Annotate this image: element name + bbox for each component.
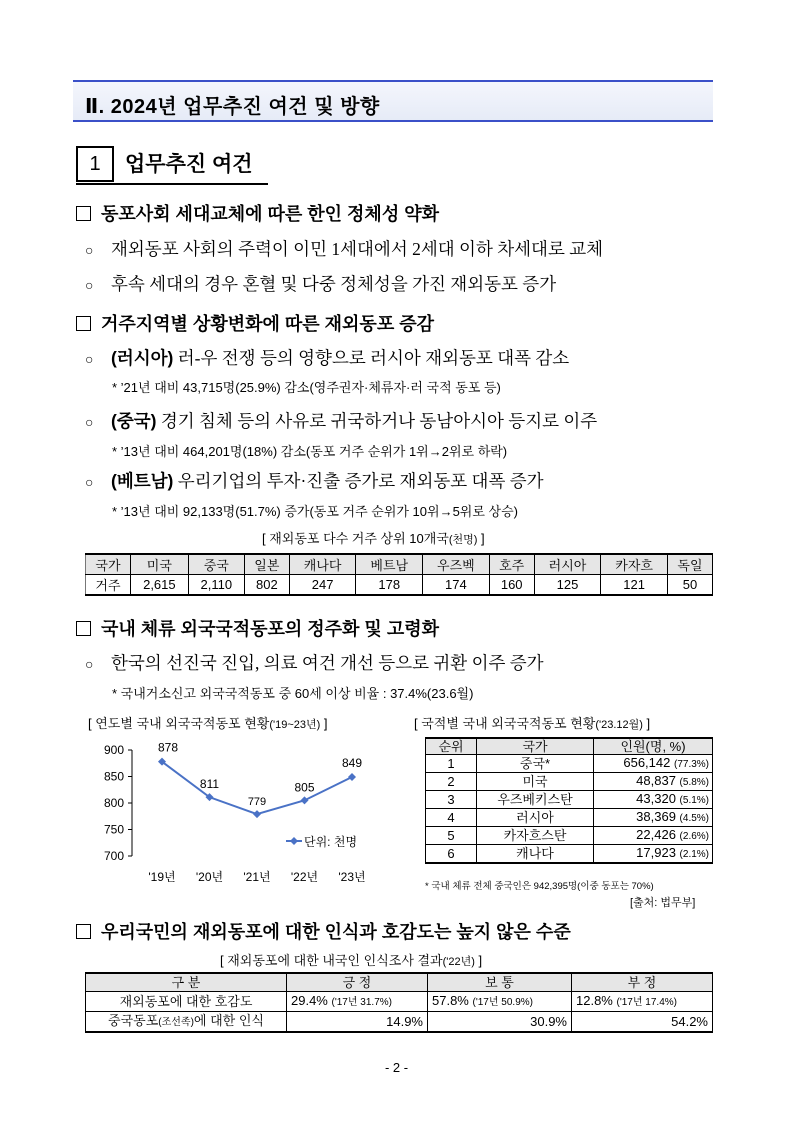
circle-item: ○ (베트남) 우리기업의 투자·진출 증가로 재외동포 대폭 증가	[85, 471, 544, 491]
legend-label: 단위: 천명	[304, 835, 358, 849]
perception-caption: [ 재외동포에 대한 내국인 인식조사 결과('22년) ]	[220, 953, 483, 968]
data-label: 849	[341, 756, 363, 771]
table-cell: 17,923 (2.1%)	[594, 845, 713, 864]
bullet-heading-2: 거주지역별 상황변화에 따른 재외동포 증감	[76, 310, 434, 336]
y-tick-label: 850	[103, 769, 124, 784]
x-tick-label: '20년	[195, 870, 224, 884]
table-cell: 캐나다	[477, 845, 594, 864]
subsection-title: 업무추진 여건	[125, 153, 253, 176]
table-row	[86, 1012, 713, 1033]
table-cell: 2	[426, 773, 477, 791]
table-cell: 미국	[477, 773, 594, 791]
note: * ’21년 대비 43,715명(25.9%) 감소(영주권자·체류자·러 국적 동포 등)	[112, 380, 501, 395]
perception-table	[85, 972, 713, 1033]
note: * ’13년 대비 92,133명(51.7%) 증가(동포 거주 순위가 10위→5위로 상승)	[112, 504, 518, 519]
table-cell: 부 정	[572, 973, 713, 992]
table-row	[426, 773, 713, 791]
nationality-table	[425, 737, 713, 864]
checkbox-square-icon	[76, 621, 91, 636]
table-cell: 6	[426, 845, 477, 864]
data-point	[348, 773, 356, 781]
table-cell: 2,110	[188, 575, 244, 596]
table-cell: 중국*	[477, 755, 594, 773]
nat-table-caption: [ 국적별 국내 외국국적동포 현황('23.12월) ]	[414, 716, 651, 731]
nat-table-footnote: * 국내 체류 전체 중국인은 942,395명(이중 동포는 70%)	[425, 881, 654, 892]
section-title: Ⅱ. 2024년 업무추진 여건 및 방향	[85, 96, 380, 118]
bullet-heading-4: 우리국민의 재외동포에 대한 인식과 호감도는 높지 않은 수준	[76, 918, 571, 944]
table-cell: 순위	[426, 738, 477, 755]
legend-marker-icon	[290, 837, 298, 845]
x-tick-label: '21년	[243, 870, 271, 884]
table-row	[426, 791, 713, 809]
table-cell: 국가	[86, 554, 131, 575]
table-cell: 43,320 (5.1%)	[594, 791, 713, 809]
data-point	[253, 810, 261, 818]
bullet-heading-3: 국내 체류 외국국적동포의 정주화 및 고령화	[76, 615, 439, 641]
circle-bullet-icon: ○	[85, 277, 94, 293]
table-row	[86, 992, 713, 1012]
table-cell: 인원(명, %)	[594, 738, 713, 755]
table-cell: 미국	[130, 554, 188, 575]
table-cell: 14.9%	[287, 1012, 428, 1033]
table-cell: 57.8% ('17년 50.9%)	[428, 992, 572, 1012]
table-row	[86, 575, 713, 596]
note: * 국내거소신고 외국국적동포 중 60세 이상 비율 : 37.4%(23.6월)	[112, 686, 474, 701]
circle-item: ○ (러시아) 러-우 전쟁 등의 영향으로 러시아 재외동포 대폭 감소	[85, 348, 570, 368]
chart-legend	[286, 834, 357, 849]
circle-item: ○ (중국) 경기 침체 등의 사유로 귀국하거나 동남아시아 등지로 이주	[85, 411, 598, 431]
note: * ’13년 대비 464,201명(18%) 감소(동포 거주 순위가 1위→2위로 하락)	[112, 444, 508, 459]
table-cell: 긍 정	[287, 973, 428, 992]
line-chart	[88, 732, 378, 888]
table-cell: 2,615	[130, 575, 188, 596]
table-cell: 러시아	[534, 554, 601, 575]
table-row	[86, 554, 713, 575]
table-cell: 3	[426, 791, 477, 809]
table-cell: 독일	[667, 554, 712, 575]
data-point	[301, 796, 309, 804]
table-row	[426, 845, 713, 864]
section-header	[73, 80, 713, 122]
table-cell: 22,426 (2.6%)	[594, 827, 713, 845]
checkbox-square-icon	[76, 316, 91, 331]
table-cell: 121	[601, 575, 668, 596]
table-cell: 48,837 (5.8%)	[594, 773, 713, 791]
table-cell: 재외동포에 대한 호감도	[86, 992, 287, 1012]
table-cell: 160	[489, 575, 534, 596]
table-cell: 중국동포(조선족)에 대한 인식	[86, 1012, 287, 1033]
table-row	[86, 973, 713, 992]
data-label: 811	[199, 777, 220, 792]
checkbox-square-icon	[76, 924, 91, 939]
circle-bullet-icon: ○	[85, 414, 94, 430]
circle-item: ○ 후속 세대의 경우 혼혈 및 다중 정체성을 가진 재외동포 증가	[85, 274, 557, 294]
table-cell: 12.8% ('17년 17.4%)	[572, 992, 713, 1012]
y-tick-label: 800	[103, 796, 124, 810]
chart-caption: [ 연도별 국내 외국국적동포 현황('19~23년) ]	[88, 716, 328, 731]
subsection-underline	[76, 183, 268, 185]
table-cell: 카자흐스탄	[477, 827, 594, 845]
table-row	[426, 738, 713, 755]
x-tick-label: '23년	[338, 870, 366, 884]
table-cell: 247	[289, 575, 356, 596]
checkbox-square-icon	[76, 206, 91, 221]
table-cell: 카자흐	[601, 554, 668, 575]
data-label: 779	[247, 796, 267, 809]
table-cell: 국가	[477, 738, 594, 755]
circle-item: ○ 재외동포 사회의 주력이 이민 1세대에서 2세대 이하 차세대로 교체	[85, 239, 604, 259]
top10-table	[85, 553, 713, 596]
circle-bullet-icon: ○	[85, 351, 94, 367]
table-cell: 우즈베키스탄	[477, 791, 594, 809]
table-cell: 베트남	[356, 554, 423, 575]
table-caption: [ 재외동포 다수 거주 상위 10개국(천명) ]	[262, 531, 485, 546]
x-tick-label: '22년	[290, 870, 319, 884]
x-tick-label: '19년	[148, 870, 176, 884]
circle-bullet-icon: ○	[85, 242, 94, 258]
table-cell: 174	[423, 575, 490, 596]
table-cell: 4	[426, 809, 477, 827]
circle-bullet-icon: ○	[85, 474, 94, 490]
table-cell: 거주	[86, 575, 131, 596]
page-number: - 2 -	[384, 1060, 409, 1075]
table-cell: 656,142 (77.3%)	[594, 755, 713, 773]
table-cell: 호주	[489, 554, 534, 575]
table-cell: 38,369 (4.5%)	[594, 809, 713, 827]
table-cell: 178	[356, 575, 423, 596]
table-cell: 우즈벡	[423, 554, 490, 575]
table-cell: 50	[667, 575, 712, 596]
table-cell: 29.4% ('17년 31.7%)	[287, 992, 428, 1012]
y-tick-label: 900	[103, 743, 124, 757]
table-cell: 125	[534, 575, 601, 596]
table-row	[426, 755, 713, 773]
table-cell: 보 통	[428, 973, 572, 992]
circle-bullet-icon: ○	[85, 656, 94, 672]
source-note: [출처: 법무부]	[630, 897, 696, 909]
data-label: 805	[294, 780, 315, 795]
table-cell: 구 분	[86, 973, 287, 992]
table-row	[426, 809, 713, 827]
table-cell: 5	[426, 827, 477, 845]
table-cell: 802	[244, 575, 289, 596]
table-cell: 일본	[244, 554, 289, 575]
table-cell: 중국	[188, 554, 244, 575]
data-label: 878	[157, 740, 179, 755]
y-tick-label: 750	[103, 822, 124, 837]
table-row	[426, 827, 713, 845]
table-cell: 캐나다	[289, 554, 356, 575]
y-tick-label: 700	[103, 849, 124, 863]
subsection-number: 1	[76, 146, 114, 182]
bullet-heading-1: 동포사회 세대교체에 따른 한인 정체성 약화	[76, 200, 439, 226]
table-cell: 30.9%	[428, 1012, 572, 1033]
table-cell: 54.2%	[572, 1012, 713, 1033]
table-cell: 러시아	[477, 809, 594, 827]
table-cell: 1	[426, 755, 477, 773]
circle-item: ○ 한국의 선진국 진입, 의료 여건 개선 등으로 귀환 이주 증가	[85, 653, 544, 673]
